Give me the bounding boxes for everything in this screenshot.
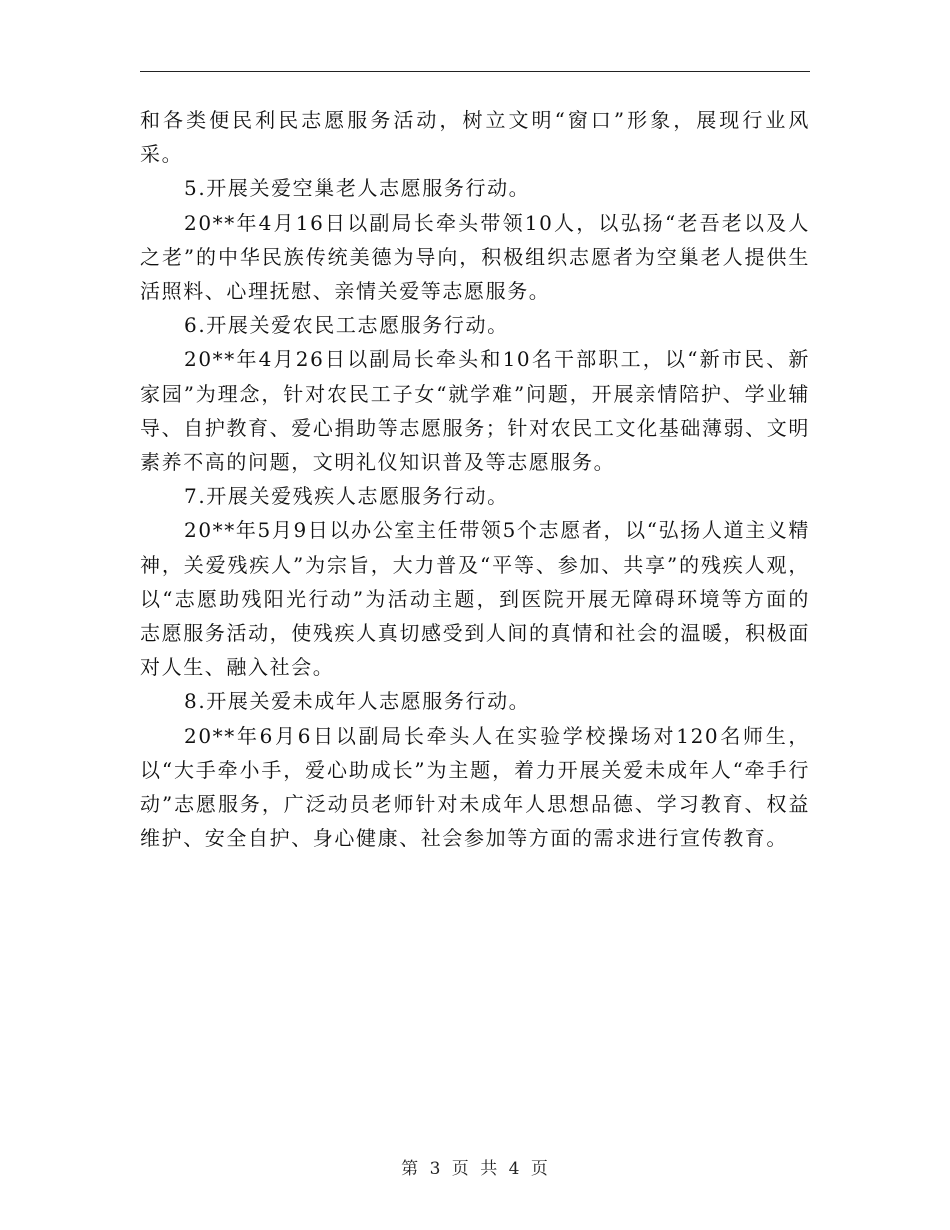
section-heading-8: 8.开展关爱未成年人志愿服务行动。 <box>184 689 531 714</box>
page-number: 第 3 页 共 4 页 <box>401 1159 549 1179</box>
paragraph-8: 20**年6月6日以副局长牵头人在实验学校操场对120名师生，以“大手牵小手，爱心助成长”为主题，着力开展关爱未成年人“牵手行动”志愿服务，广泛动员老师针对未成年人思想品德、学习教育、权益维护、安全自护、身心健康、社会参加等方面的需求进行宣传教育。 <box>140 723 810 851</box>
paragraph-continuation: 和各类便民利民志愿服务活动，树立文明“窗口”形象，展现行业风采。 <box>140 108 810 167</box>
header-rule <box>140 71 810 72</box>
section-heading-7: 7.开展关爱残疾人志愿服务行动。 <box>184 484 509 509</box>
paragraph-6: 20**年4月26日以副局长牵头和10名干部职工，以“新市民、新家园”为理念，针对农民工子女“就学难”问题，开展亲情陪护、学业辅导、自护教育、爱心捐助等志愿服务；针对农民工文化基础薄弱、文明素养不高的问题，文明礼仪知识普及等志愿服务。 <box>140 347 810 475</box>
section-heading-6: 6.开展关爱农民工志愿服务行动。 <box>184 313 509 338</box>
document-body <box>140 103 810 855</box>
section-heading-5: 5.开展关爱空巢老人志愿服务行动。 <box>184 176 531 201</box>
paragraph-5: 20**年4月16日以副局长牵头带领10人，以弘扬“老吾老以及人之老”的中华民族传统美德为导向，积极组织志愿者为空巢老人提供生活照料、心理抚慰、亲情关爱等志愿服务。 <box>140 210 810 304</box>
paragraph-7: 20**年5月9日以办公室主任带领5个志愿者，以“弘扬人道主义精神，关爱残疾人”为宗旨，大力普及“平等、参加、共享”的残疾人观，以“志愿助残阳光行动”为活动主题，到医院开展无障碍环境等方面的志愿服务活动，使残疾人真切感受到人间的真情和社会的温暖，积极面对人生、融入社会。 <box>140 518 810 680</box>
